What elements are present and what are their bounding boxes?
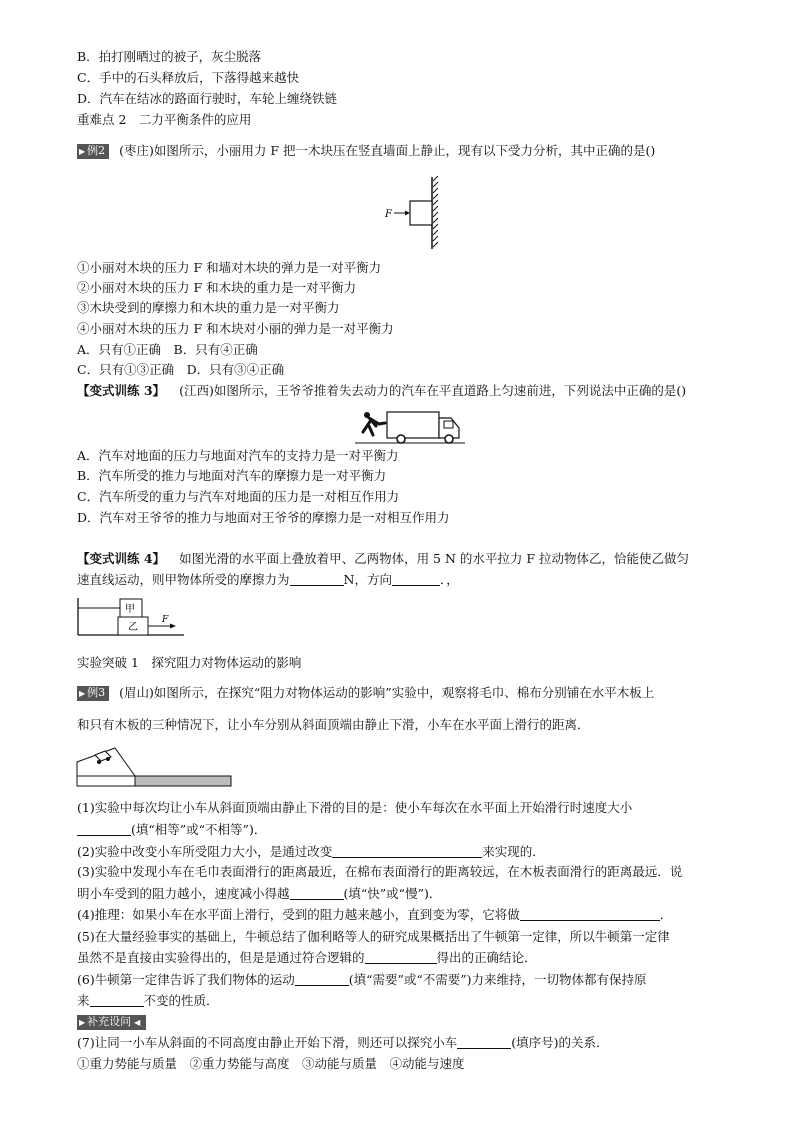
- variant-3-option-d: D．汽车对王爷爷的推力与地面对王爷爷的摩擦力是一对相互作用力: [77, 510, 450, 525]
- question-6-line-2: 来 不变的性质．: [77, 993, 219, 1008]
- question-2: (2)实验中改变小车所受阻力大小，是通过改变 来实现的．: [77, 844, 545, 859]
- block-top-label: 甲: [125, 604, 135, 615]
- answer-blank[interactable]: [290, 572, 344, 586]
- stacked-blocks-figure: [72, 594, 192, 640]
- question-4: (4)推理：如果小车在水平面上滑行，受到的阻力越来越小，直到变为零，它将做 ．: [77, 907, 673, 922]
- man-pushing-truck-figure: [355, 404, 465, 444]
- question-1-line-1: (1)实验中每次均让小车从斜面顶端由静止下滑的目的是：使小车每次在水平面上开始滑行时速度大小: [77, 800, 633, 815]
- answer-blank[interactable]: [365, 950, 437, 964]
- answer-blank[interactable]: [457, 1035, 511, 1049]
- statement-2: ②小丽对木块的压力 F 和木块的重力是一对平衡力: [77, 280, 357, 295]
- block-bottom-label: 乙: [128, 622, 138, 633]
- answer-blank[interactable]: [392, 572, 440, 586]
- wall-block-figure: [380, 175, 450, 251]
- variant-3-stem: 【变式训练 3】 (江西)如图所示，王爷爷推着失去动力的汽车在平直道路上匀速前进，下列说法中正确的是(): [77, 383, 687, 398]
- variant-4-line-1: 【变式训练 4】 如图光滑的水平面上叠放着甲、乙两物体，用 5 N 的水平拉力 F 拉动物体乙，恰能使乙做匀: [77, 551, 689, 566]
- experiment-title: 实验突破 1 探究阻力对物体运动的影响: [77, 655, 302, 670]
- answer-blank[interactable]: [520, 907, 660, 921]
- section-title: 重难点 2 二力平衡条件的应用: [77, 112, 252, 127]
- question-3-line-1: (3)实验中发现小车在毛巾表面滑行的距离最近，在棉布表面滑行的距离较远，在木板表面滑行的距离最远．说: [77, 864, 683, 879]
- variant-3-option-c: C．汽车所受的重力与汽车对地面的压力是一对相互作用力: [77, 489, 400, 504]
- option-c: C．手中的石头释放后，下落得越来越快: [77, 70, 300, 85]
- supplement-tag: ▶ 补充设问 ◀: [77, 1013, 146, 1031]
- example-3-line-2: 和只有木板的三种情况下，让小车分别从斜面顶端由静止下滑，小车在水平面上滑行的距离．: [77, 717, 590, 732]
- answer-blank[interactable]: [295, 972, 349, 986]
- example-2-tag: ▶ 例2: [77, 144, 109, 159]
- example-2-stem: ▶ 例2 (枣庄)如图所示，小丽用力 F 把一木块压在竖直墙面上静止，现有以下受力分析，其中正确的是(): [79, 143, 656, 158]
- force-label: F: [162, 615, 169, 625]
- example-3-tag: ▶ 例3: [77, 686, 109, 701]
- option-b: B．拍打刚晒过的被子，灰尘脱落: [77, 49, 262, 64]
- question-5-line-2: 虽然不是直接由实验得出的，但是是通过符合逻辑的 得出的正确结论．: [77, 950, 537, 965]
- answer-blank[interactable]: [332, 844, 482, 858]
- question-7-options: ①重力势能与质量 ②重力势能与高度 ③动能与质量 ④动能与速度: [77, 1056, 465, 1071]
- question-5-line-1: (5)在大量经验事实的基础上，牛顿总结了伽利略等人的研究成果概括出了牛顿第一定律，所以牛顿第一定律: [77, 929, 670, 944]
- statement-4: ④小丽对木块的压力 F 和木块对小丽的弹力是一对平衡力: [77, 321, 394, 336]
- example-3-line-1: ▶ 例3 (眉山)如图所示，在探究“阻力对物体运动的影响”实验中，观察将毛巾、棉布分别铺在水平木板上: [79, 685, 655, 700]
- answer-blank[interactable]: [77, 822, 131, 836]
- variant-4-line-2: 速直线运动，则甲物体所受的摩擦力为 N，方向 ．，: [77, 572, 459, 587]
- question-3-line-2: 明小车受到的阻力越小，速度减小得越 (填“快”或“慢”)．: [77, 886, 442, 901]
- statement-3: ③木块受到的摩擦力和木块的重力是一对平衡力: [77, 300, 340, 315]
- question-1-line-2: (填“相等”或“不相等”)．: [77, 821, 266, 839]
- options-ab: A．只有①正确 B．只有④正确: [77, 342, 258, 357]
- variant-3-option-a: A．汽车对地面的压力与地面对汽车的支持力是一对平衡力: [77, 448, 399, 463]
- options-cd: C．只有①③正确 D．只有③④正确: [77, 362, 285, 377]
- statement-1: ①小丽对木块的压力 F 和墙对木块的弹力是一对平衡力: [77, 260, 382, 275]
- question-7: (7)让同一小车从斜面的不同高度由静止开始下滑，则还可以探究小车 (填序号)的关系．: [77, 1035, 609, 1050]
- question-6-line-1: (6)牛顿第一定律告诉了我们物体的运动 (填“需要”或“不需要”)力来维持，一切物体都有保持原: [77, 972, 647, 987]
- variant-3-option-b: B．汽车所受的推力与地面对汽车的摩擦力是一对平衡力: [77, 468, 387, 483]
- incline-cart-figure: [75, 742, 235, 790]
- answer-blank[interactable]: [90, 993, 144, 1007]
- force-label: F: [385, 209, 392, 220]
- option-d: D．汽车在结冰的路面行驶时，车轮上缠绕铁链: [77, 91, 338, 106]
- answer-blank[interactable]: [290, 886, 344, 900]
